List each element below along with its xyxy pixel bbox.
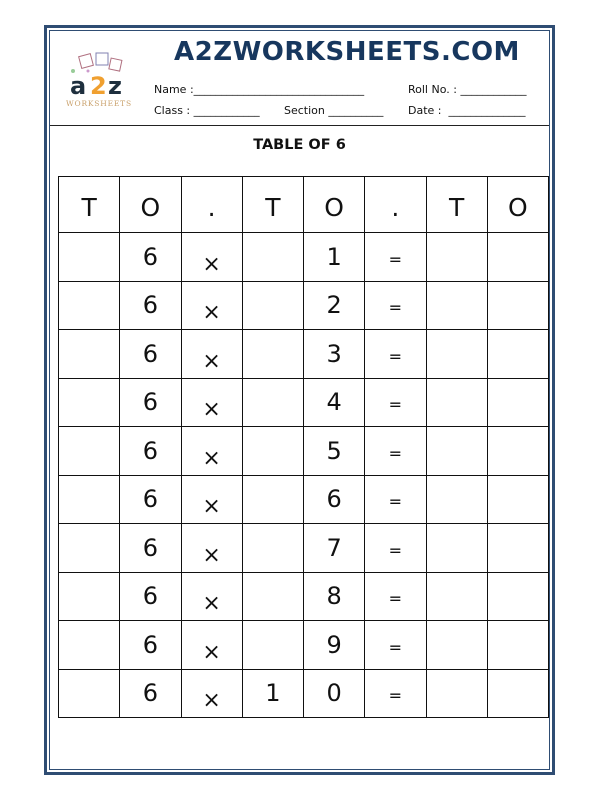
worksheet (49, 30, 550, 770)
times-sign-text: × (202, 494, 221, 520)
answer-ones-input[interactable] (487, 233, 548, 282)
multiplicand-cell-text: 6 (142, 436, 159, 465)
multiplier-ones-cell-text: 7 (326, 533, 342, 562)
multiplier-tens-cell (242, 330, 303, 379)
table-row (59, 475, 549, 524)
multiplier-ones-cell (304, 427, 365, 476)
multiplicand-cell (120, 233, 181, 282)
answer-ones-input[interactable] (487, 572, 548, 621)
header-cell: T (59, 177, 120, 233)
multiplier-tens-cell (242, 281, 303, 330)
equals-sign (365, 572, 426, 621)
times-sign (181, 281, 242, 330)
header-cell: . (365, 177, 426, 233)
multiplier-ones-cell (304, 330, 365, 379)
times-sign (181, 572, 242, 621)
times-sign-text: × (202, 251, 221, 277)
multiplicand-cell-text: 6 (142, 582, 159, 611)
times-sign-text: × (202, 542, 221, 568)
tens-cell (59, 330, 120, 379)
svg-text:a: a (70, 72, 87, 100)
multiplier-ones-cell-text: 6 (326, 485, 342, 514)
site-title: A2ZWORKSHEETS.COM (174, 37, 520, 67)
table-row (59, 572, 549, 621)
answer-tens-input[interactable] (426, 378, 487, 427)
header-cell: O (304, 177, 365, 233)
multiplier-tens-cell (242, 621, 303, 670)
multiplier-ones-cell (304, 621, 365, 670)
multiplicand-cell-text: 6 (142, 630, 159, 659)
section-field: Section __________ (284, 104, 384, 117)
answer-tens-input[interactable] (426, 621, 487, 670)
times-sign-text: × (202, 300, 221, 326)
equals-sign-text: = (388, 249, 403, 269)
tens-cell (59, 378, 120, 427)
answer-tens-input[interactable] (426, 475, 487, 524)
multiplier-ones-cell (304, 669, 365, 718)
multiplicand-cell (120, 281, 181, 330)
multiplicand-cell-text: 6 (142, 242, 159, 271)
times-sign-text: × (202, 445, 221, 471)
a2z-logo (62, 51, 142, 111)
multiplicand-cell (120, 378, 181, 427)
multiplier-tens-cell (242, 233, 303, 282)
multiplicand-cell (120, 621, 181, 670)
header-cell: T (242, 177, 303, 233)
times-sign-text: × (202, 348, 221, 374)
answer-ones-input[interactable] (487, 524, 548, 573)
tens-cell (59, 475, 120, 524)
multiplier-ones-cell (304, 378, 365, 427)
multiplicand-cell (120, 427, 181, 476)
times-sign-text: × (202, 639, 221, 665)
tens-cell (59, 427, 120, 476)
multiplier-ones-cell-text: 1 (326, 242, 342, 271)
equals-sign (365, 524, 426, 573)
header-cell: T (426, 177, 487, 233)
header-cell: O (487, 177, 548, 233)
multiplier-ones-cell (304, 572, 365, 621)
multiplicand-cell-text: 6 (142, 533, 159, 562)
equals-sign (365, 621, 426, 670)
equals-sign-text: = (388, 492, 403, 512)
worksheet-title: TABLE OF 6 (253, 137, 346, 153)
multiplicand-cell-text: 6 (142, 679, 159, 708)
svg-text:WORKSHEETS: WORKSHEETS (66, 99, 132, 108)
equals-sign (365, 281, 426, 330)
times-sign (181, 330, 242, 379)
equals-sign (365, 233, 426, 282)
place-value-header-row (59, 177, 549, 233)
worksheet-header (50, 31, 549, 126)
multiplicand-cell-text: 6 (142, 485, 159, 514)
answer-tens-input[interactable] (426, 427, 487, 476)
equals-sign-text: = (388, 298, 403, 318)
equals-sign (365, 475, 426, 524)
multiplier-ones-cell-text: 2 (326, 291, 342, 320)
multiplier-ones-cell-text: 9 (326, 630, 342, 659)
multiplier-ones-cell-text: 3 (326, 339, 342, 368)
multiplier-ones-cell-text: 8 (326, 582, 342, 611)
answer-tens-input[interactable] (426, 281, 487, 330)
equals-sign-text: = (388, 686, 403, 706)
multiplier-ones-cell (304, 233, 365, 282)
header-cell: O (120, 177, 181, 233)
equals-sign (365, 669, 426, 718)
times-sign (181, 621, 242, 670)
answer-ones-input[interactable] (487, 281, 548, 330)
equals-sign-text: = (388, 443, 403, 463)
multiplier-ones-cell-text: 5 (326, 436, 342, 465)
answer-ones-input[interactable] (487, 475, 548, 524)
times-sign (181, 669, 242, 718)
multiplier-tens-cell-text: 1 (265, 679, 281, 708)
tens-cell (59, 524, 120, 573)
equals-sign-text: = (388, 346, 403, 366)
multiplicand-cell-text: 6 (142, 291, 159, 320)
name-field: Name :_______________________________ (154, 83, 365, 96)
svg-text:z: z (108, 72, 122, 100)
table-row (59, 621, 549, 670)
roll-no-field: Roll No. : ____________ (408, 83, 527, 96)
table-row (59, 524, 549, 573)
multiplicand-cell (120, 330, 181, 379)
multiplicand-cell (120, 669, 181, 718)
answer-ones-input[interactable] (487, 621, 548, 670)
table-row (59, 669, 549, 718)
answer-tens-input[interactable] (426, 233, 487, 282)
times-sign (181, 427, 242, 476)
answer-tens-input[interactable] (426, 572, 487, 621)
multiplier-ones-cell-text: 0 (326, 679, 342, 708)
equals-sign-text: = (388, 589, 403, 609)
answer-ones-input[interactable] (487, 427, 548, 476)
equals-sign (365, 330, 426, 379)
equals-sign-text: = (388, 540, 403, 560)
tens-cell (59, 281, 120, 330)
times-sign (181, 475, 242, 524)
table-row (59, 233, 549, 282)
times-sign (181, 233, 242, 282)
tens-cell (59, 233, 120, 282)
equals-sign-text: = (388, 395, 403, 415)
multiplier-tens-cell (242, 524, 303, 573)
multiplier-tens-cell (242, 427, 303, 476)
tens-cell (59, 572, 120, 621)
multiplier-tens-cell (242, 572, 303, 621)
answer-tens-input[interactable] (426, 524, 487, 573)
tens-cell (59, 669, 120, 718)
class-field: Class : ____________ (154, 104, 260, 117)
equals-sign-text: = (388, 637, 403, 657)
answer-ones-input[interactable] (487, 378, 548, 427)
multiplicand-cell-text: 6 (142, 388, 159, 417)
answer-tens-input[interactable] (426, 330, 487, 379)
times-sign-text: × (202, 397, 221, 423)
header-cell: . (181, 177, 242, 233)
table-row (59, 378, 549, 427)
table-row (59, 281, 549, 330)
times-sign-text: × (202, 688, 221, 714)
equals-sign (365, 427, 426, 476)
multiplication-table (58, 176, 549, 718)
multiplier-ones-cell (304, 281, 365, 330)
multiplier-tens-cell (242, 475, 303, 524)
multiplier-tens-cell (242, 669, 303, 718)
table-row (59, 330, 549, 379)
table-row (59, 427, 549, 476)
multiplier-ones-cell (304, 524, 365, 573)
multiplier-tens-cell (242, 378, 303, 427)
answer-tens-input[interactable] (426, 669, 487, 718)
multiplicand-cell (120, 524, 181, 573)
svg-text:2: 2 (90, 72, 107, 100)
times-sign (181, 378, 242, 427)
multiplier-ones-cell (304, 475, 365, 524)
tens-cell (59, 621, 120, 670)
equals-sign (365, 378, 426, 427)
multiplicand-cell (120, 572, 181, 621)
date-field: Date : ______________ (408, 104, 526, 117)
multiplier-ones-cell-text: 4 (326, 388, 342, 417)
times-sign (181, 524, 242, 573)
page-border (44, 25, 555, 775)
multiplicand-cell-text: 6 (142, 339, 159, 368)
answer-ones-input[interactable] (487, 330, 548, 379)
times-sign-text: × (202, 591, 221, 617)
multiplicand-cell (120, 475, 181, 524)
answer-ones-input[interactable] (487, 669, 548, 718)
